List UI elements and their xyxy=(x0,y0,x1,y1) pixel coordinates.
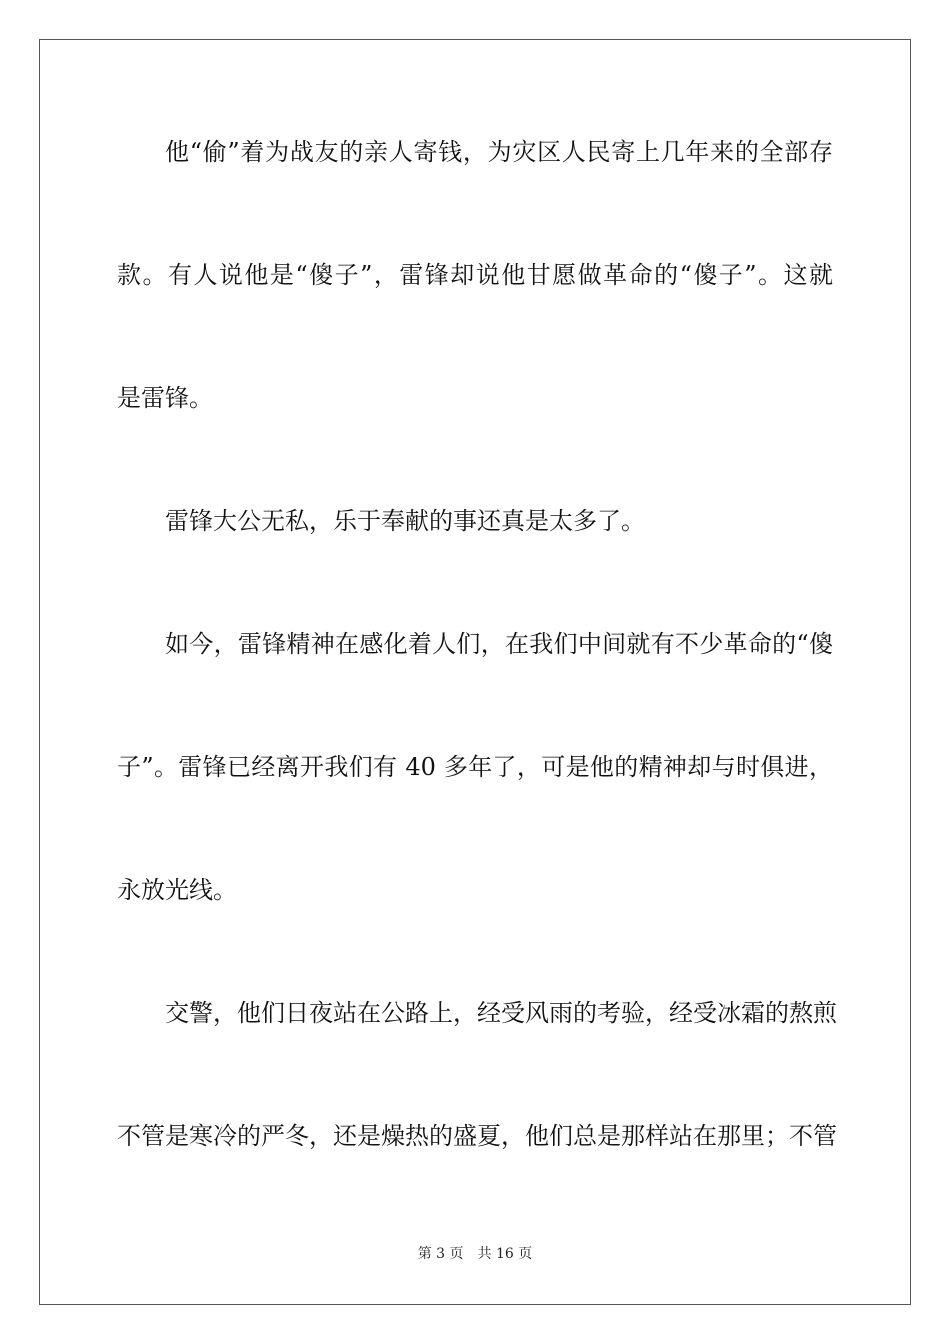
paragraph-line: 雷锋大公无私，乐于奉献的事还真是太多了。 xyxy=(165,507,645,535)
paragraph-line: 交警，他们日夜站在公路上，经受风雨的考验，经受冰霜的熬煎 xyxy=(165,999,837,1027)
page-border xyxy=(39,39,911,1305)
paragraph-line: 是雷锋。 xyxy=(117,384,213,412)
paragraph-line: 子”。雷锋已经离开我们有 40 多年了，可是他的精神却与时俱进， xyxy=(117,753,833,781)
page-total: 共 16 页 xyxy=(477,1246,533,1262)
paragraph-line: 他“偷”着为战友的亲人寄钱，为灾区人民寄上几年来的全部存 xyxy=(165,138,833,166)
page-number: 第 3 页 xyxy=(417,1246,464,1262)
paragraph-line: 如今，雷锋精神在感化着人们，在我们中间就有不少革命的“傻 xyxy=(165,630,833,658)
paragraph-line: 永放光线。 xyxy=(117,876,237,904)
page-footer xyxy=(0,1244,950,1264)
paragraph-line: 款。有人说他是“傻子”，雷锋却说他甘愿做革命的“傻子”。这就 xyxy=(117,261,833,289)
paragraph-line: 不管是寒冷的严冬，还是燥热的盛夏，他们总是那样站在那里；不管 xyxy=(117,1122,837,1150)
